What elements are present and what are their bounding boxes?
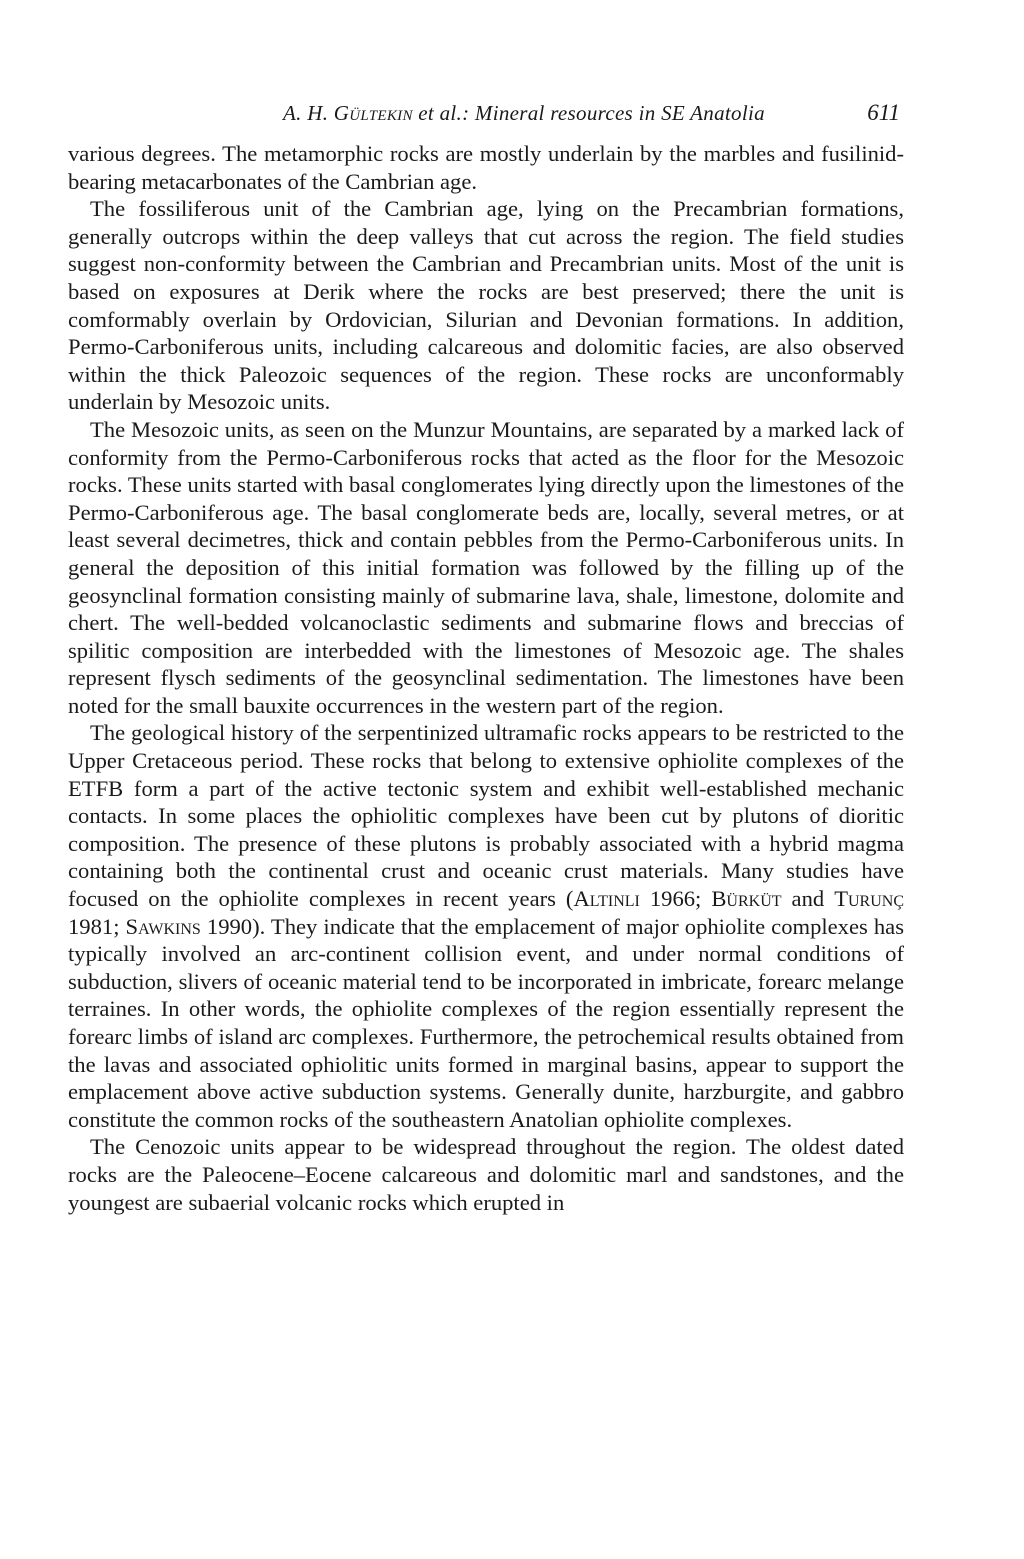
running-title-text: et al.: Mineral resources in SE Anatolia	[412, 101, 765, 125]
journal-page	[68, 100, 904, 1216]
paragraph-cenozoic: The Cenozoic units appear to be widespread throughout the region. The oldest dated rocks are the Paleocene–Eocene calcareous and dolomitic marl and sandstones, and the youngest are subaerial volcanic rocks which erupted in	[68, 1134, 904, 1215]
body-text	[68, 140, 904, 1216]
citation-author: Altinli	[573, 886, 640, 912]
running-title	[283, 101, 765, 126]
citation-author: Sawkins	[125, 913, 201, 939]
page-number: 611	[867, 100, 900, 125]
running-title-initials: A. H.	[283, 101, 334, 125]
paragraph-cambrian: The fossiliferous unit of the Cambrian age, lying on the Precambrian formations, generally outcrops within the deep valleys that cut across the region. The field studies suggest non-conformity between the Cambrian and Precambrian units. Most of the unit is based on exposures at Derik where the rocks are best preserved; there the unit is comformably overlain by Ordovician, Silurian and Devonian formations. In addition, Permo-Carboniferous units, including calcareous and dolomitic facies, are also observed within the thick Paleozoic sequences of the region. These rocks are unconformably underlain by Mesozoic units.	[68, 196, 904, 415]
paragraph-continuation: various degrees. The metamorphic rocks are mostly underlain by the marbles and fusilinid-bearing metacarbonates of the Cambrian age.	[68, 141, 904, 194]
paragraph-ophiolite: The geological history of the serpentinized ultramafic rocks appears to be restricted to the Upper Cretaceous period. These rocks that belong to extensive ophiolite complexes of the ETFB form a part of the active tectonic system and exhibit well-established mechanic contacts. In some places the ophiolitic complexes have been cut by plutons of dioritic composition. The presence of these plutons is probably associated with a hybrid magma containing both the continental crust and oceanic crust materials. Many studies have focused on the ophiolite complexes in recent years (Altinli 1966; Bürküt and Turunç 1981; Sawkins 1990). They indicate that the emplacement of major ophiolite complexes has typically involved an arc-continent collision event, and under normal conditions of subduction, slivers of oceanic material tend to be incorporated in imbricate, forearc melange terraines. In other words, the ophiolite complexes of the region essentially represent the forearc limbs of island arc complexes. Furthermore, the petrochemical results obtained from the lavas and associated ophiolitic units formed in marginal basins, appear to support the emplacement above active subduction systems. Generally dunite, harzburgite, and gabbro constitute the common rocks of the southeastern Anatolian ophiolite complexes.	[68, 720, 905, 1132]
paragraph-mesozoic: The Mesozoic units, as seen on the Munzur Mountains, are separated by a marked lack of conformity from the Permo-Carboniferous rocks that acted as the floor for the Mesozoic rocks. These units started with basal conglomerates lying directly upon the limestones of the Permo-Carboniferous age. The basal conglomerate beds are, locally, several metres, or at least several decimetres, thick and contain pebbles from the Permo-Carboniferous units. In general the deposition of this initial formation was followed by the filling up of the geosynclinal formation consisting mainly of submarine lava, shale, limestone, dolomite and chert. The well-bedded volcanoclastic sediments and submarine flows and breccias of spilitic composition are interbedded with the limestones of Mesozoic age. The shales represent flysch sediments of the geosynclinal sedimentation. The limestones have been noted for the small bauxite occurrences in the western part of the region.	[68, 416, 904, 718]
running-title-author: Gültekin	[333, 101, 413, 125]
citation-author: Turunç	[834, 886, 905, 912]
citation-author: Bürküt	[711, 886, 782, 912]
running-header	[68, 100, 904, 140]
